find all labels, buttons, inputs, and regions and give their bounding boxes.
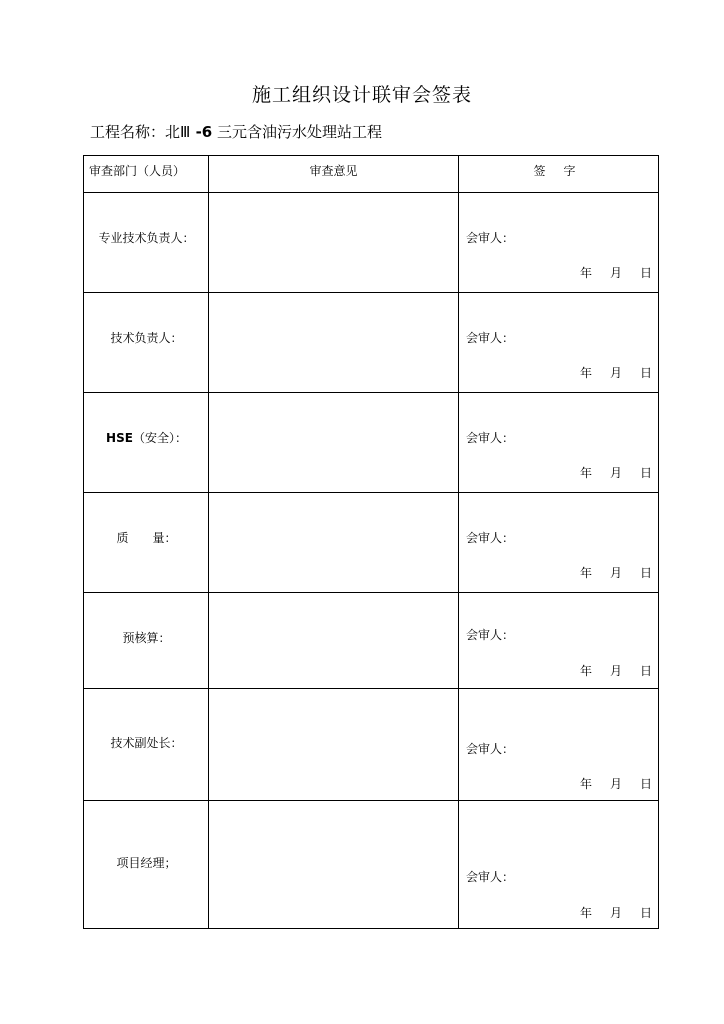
date-year: 年 [579,266,592,280]
project-label: 工程名称：北 [90,123,181,141]
table-row [84,801,659,929]
signer-label: 会审人： [466,628,515,642]
header-dept-cell [84,156,209,193]
dept-label: 预核算： [122,631,171,645]
dept-label [84,429,209,446]
dept-cell [84,293,209,393]
opinion-cell[interactable] [209,801,459,929]
table-row [84,689,659,801]
table-row [84,493,659,593]
date-year: 年 [579,566,592,580]
table-row [84,393,659,493]
dept-cell [84,393,209,493]
opinion-cell[interactable] [209,393,459,493]
dept-label: 技术负责人： [110,331,183,345]
dept-cell [84,193,209,293]
project-roman: Ⅲ [180,123,191,141]
date-month: 月 [609,566,622,580]
project-code: -6 [190,123,213,141]
date-year: 年 [579,906,592,920]
dept-label: 专业技术负责人： [98,231,195,245]
date-year: 年 [579,664,592,678]
date-day: 日 [639,777,652,791]
sign-cell[interactable] [459,193,659,293]
date-day: 日 [639,906,652,920]
header-opinion-cell [209,156,459,193]
dept-cell [84,801,209,929]
date-line [580,364,652,381]
date-month: 月 [609,777,622,791]
date-year: 年 [579,777,592,791]
date-month: 月 [609,466,622,480]
sign-cell[interactable] [459,393,659,493]
date-year: 年 [579,366,592,380]
table-row [84,593,659,689]
dept-label: 质 量： [116,531,177,545]
signer-label: 会审人： [466,331,515,345]
date-line [580,775,652,792]
signer-label: 会审人： [466,870,515,884]
date-day: 日 [639,466,652,480]
dept-cell [84,493,209,593]
signer-label: 会审人： [466,231,515,245]
signer-label: 会审人： [466,431,515,445]
date-day: 日 [639,266,652,280]
table-row [84,293,659,393]
date-month: 月 [609,266,622,280]
table-header-row [84,156,659,193]
date-month: 月 [609,664,622,678]
sign-cell[interactable] [459,593,659,689]
dept-label: 技术副处长： [110,736,183,750]
opinion-cell[interactable] [209,689,459,801]
project-title: 三元含油污水处理站工程 [217,123,383,141]
dept-cell [84,689,209,801]
dept-label-hse: HSE [106,431,133,445]
signer-label: 会审人： [466,531,515,545]
date-line [580,264,652,281]
page-title: 施工组织设计联审会签表 [251,84,472,106]
sign-cell[interactable] [459,493,659,593]
opinion-cell[interactable] [209,593,459,689]
date-line [580,904,652,921]
sign-cell[interactable] [459,293,659,393]
sign-cell[interactable] [459,689,659,801]
signer-label: 会审人： [466,742,515,756]
header-dept: 审查部门（人员） [89,164,186,178]
date-day: 日 [639,664,652,678]
sign-cell[interactable] [459,801,659,929]
date-line [580,564,652,581]
dept-cell [84,593,209,689]
opinion-cell[interactable] [209,493,459,593]
date-day: 日 [639,366,652,380]
header-opinion: 审查意见 [309,164,358,178]
dept-label-rest: （安全）： [132,431,187,445]
date-year: 年 [579,466,592,480]
date-month: 月 [609,366,622,380]
opinion-cell[interactable] [209,293,459,393]
date-day: 日 [639,566,652,580]
header-sign: 签字 [533,164,594,178]
project-name-line [90,121,382,142]
date-month: 月 [609,906,622,920]
date-line [580,464,652,481]
date-line [580,662,652,679]
opinion-cell[interactable] [209,193,459,293]
dept-label: 项目经理； [116,856,177,870]
header-sign-cell [459,156,659,193]
table-row [84,193,659,293]
review-signoff-table [83,155,659,929]
